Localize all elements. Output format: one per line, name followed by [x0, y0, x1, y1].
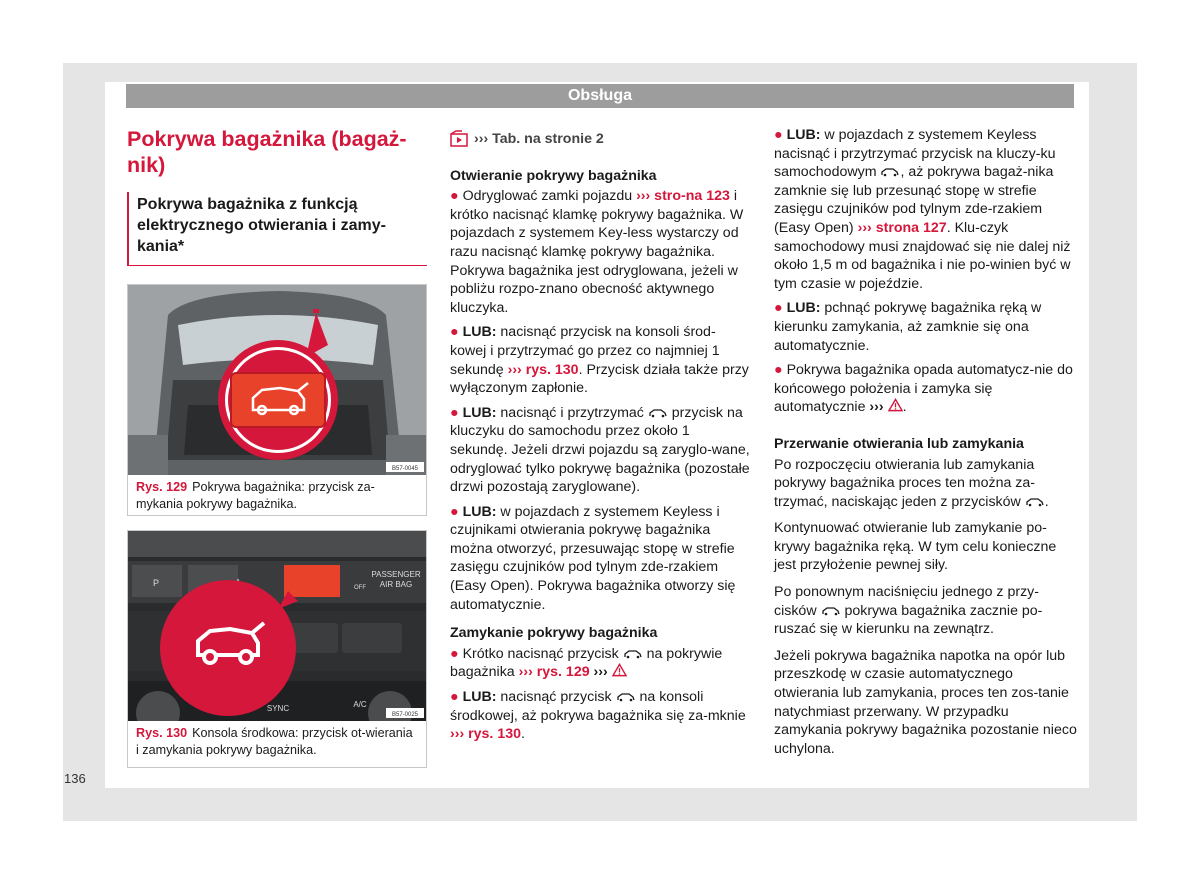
airbag-label: AIR BAG: [379, 580, 413, 589]
car-key-icon: [821, 606, 841, 616]
open-step-2: ● LUB: nacisnąć przycisk na konsoli środ-kowej i przytrzymać go przez co najmniej 1 sekundę ››› rys. 130. Przycisk działa także przy wyłączonym zapłonie.: [450, 324, 749, 397]
car-key-icon: [616, 692, 636, 702]
sync-label: SYNC: [266, 704, 290, 713]
interrupt-para-4: Jeżeli pokrywa bagażnika napotka na opór lub przeszkodę w czasie automatycznego otwierania lub zamykania, proces ten zos-tanie natychmiast przerwany. W przypadku zamykania pokrywy bagażnika pozostanie nieco uchylona.: [774, 647, 1077, 757]
console-photo: [128, 531, 426, 721]
figure-130: [127, 530, 427, 768]
close-heading: Zamykanie pokrywy bagażnika: [450, 625, 658, 642]
passenger-label: PASSENGER: [371, 570, 421, 579]
interrupt-para-3: Po ponownym naciśnięciu jednego z przy-cisków pokrywa bagażnika zacznie po-ruszać się w kierunku na zewnątrz.: [774, 584, 1043, 638]
figure-130-label: Rys. 130: [136, 726, 188, 740]
open-step-1: ● Odryglować zamki pojazdu ››› stro-na 123 i krótko nacisnąć klamkę pokrywy bagażnika. W pojazdach z systemem Key-less wystarczy od razu nacisnąć klamkę pokrywy bagażnika. Pokrywa bagażnika jest odryglowana, jeżeli w pobliżu rozpo-znano obecność aktywnego kluczyka.: [450, 188, 744, 316]
close-step-3: ● LUB: w pojazdach z systemem Keyless nacisnąć i przytrzymać przycisk na kluczy-ku samochodowym , aż pokrywa bagaż-nika zamknie się lub przesunąć stopę w strefie zasięgu czujników pod tylnym zde-rzakiem (Easy Open) ››› strona 127. Klu-czyk samochodowy musi znajdować się nie dalej niż około 1,5 m od bagażnika i nie po-winien być w tym czasie w pojeździe.: [774, 127, 1071, 292]
svg-text:P: P: [152, 578, 160, 588]
link-fig-130[interactable]: ››› rys. 130: [507, 361, 579, 378]
close-step-1: ● Krótko nacisnąć przycisk na pokrywie bagażnika ››› rys. 129 ›››: [450, 645, 723, 681]
close-step-5: ● Pokrywa bagażnika opada automatycz-nie do końcowego położenia i zamyka się automatycznie ››› .: [774, 362, 1073, 416]
car-key-icon: [1025, 497, 1045, 507]
car-key-icon: [623, 649, 643, 659]
warning-icon[interactable]: [888, 398, 903, 412]
close-step-2: ● LUB: nacisnąć przycisk na konsoli środkowej, aż pokrywa bagażnika się za-mknie ››› rys. 130.: [450, 689, 746, 743]
car-key-icon: [648, 408, 668, 418]
warning-icon[interactable]: [612, 663, 627, 677]
figure-129: [127, 284, 427, 516]
page-number: 136: [64, 771, 86, 786]
figure-130-image: [128, 531, 426, 721]
link-fig-130[interactable]: ››› rys. 130: [450, 726, 521, 743]
link-fig-129[interactable]: ››› rys. 129: [518, 664, 590, 681]
section-title: Pokrywa bagażnika (bagaż-nik): [127, 127, 407, 177]
open-step-4: ● LUB: w pojazdach z systemem Keyless i czujnikami otwierania pokrywę bagażnika można otworzyć, przesuwając stopę w strefie zasięgu czujników pod tylnym zde-rzakiem (Easy Open). Pokrywa bagażnika otworzy się automatycznie.: [450, 503, 736, 613]
chapter-header: Obsługa: [126, 84, 1074, 108]
column-2: [450, 130, 750, 750]
tab-icon: [450, 130, 470, 148]
figure-130-code: B57-0025: [391, 712, 419, 718]
interrupt-para-1: Po rozpoczęciu otwierania lub zamykania pokrywy bagażnika proces ten można za-trzymać, naciskając jeden z przycisków .: [774, 456, 1049, 510]
figure-130-caption-text: Konsola środkowa: przycisk ot-wierania i zamykania pokrywy bagażnika.: [136, 726, 413, 757]
subsection-title: Pokrywa bagażnika z funkcją elektrycznego otwierania i zamy-kania*: [127, 192, 427, 266]
figure-129-label: Rys. 129: [136, 480, 188, 494]
car-key-icon: [880, 167, 900, 177]
link-page-127[interactable]: ››› strona 127: [857, 219, 947, 236]
column-3: [774, 126, 1078, 766]
interrupt-para-2: Kontynuować otwieranie lub zamykanie po-krywy bagażnika ręką. W tym celu konieczne jest przyłożenie pewnej siły.: [774, 520, 1057, 574]
open-step-3: ● LUB: nacisnąć i przytrzymać przycisk na kluczyku do samochodu przez około 1 sekundę. Jeżeli drzwi pojazdu są zaryglo-wane, odryglować tylko pokrywę bagażnika (pozostałe drzwi pozostają zaryglowane).: [450, 404, 750, 496]
column-1: [127, 126, 427, 768]
figure-129-code: B57-0045: [391, 466, 419, 472]
figure-129-image: [128, 285, 426, 475]
link-page-123[interactable]: ››› stro-na 123: [636, 188, 730, 205]
figure-129-caption: [128, 475, 426, 516]
close-step-4: ● LUB: pchnąć pokrywę bagażnika ręką w kierunku zamykania, aż zamknie się ona automatycznie.: [774, 300, 1042, 354]
open-heading: Otwieranie pokrywy bagażnika: [450, 167, 657, 184]
interrupt-heading: Przerwanie otwierania lub zamykania: [774, 435, 1024, 452]
off-label: OFF: [354, 585, 366, 591]
figure-130-caption: [128, 721, 426, 762]
figure-129-caption-text: Pokrywa bagażnika: przycisk za-mykania pokrywy bagażnika.: [136, 480, 375, 511]
tab-reference[interactable]: [450, 130, 750, 149]
tab-reference-text: ››› Tab. na stronie 2: [474, 131, 604, 147]
tailgate-photo: [128, 285, 426, 475]
ac-label: A/C: [353, 700, 367, 709]
